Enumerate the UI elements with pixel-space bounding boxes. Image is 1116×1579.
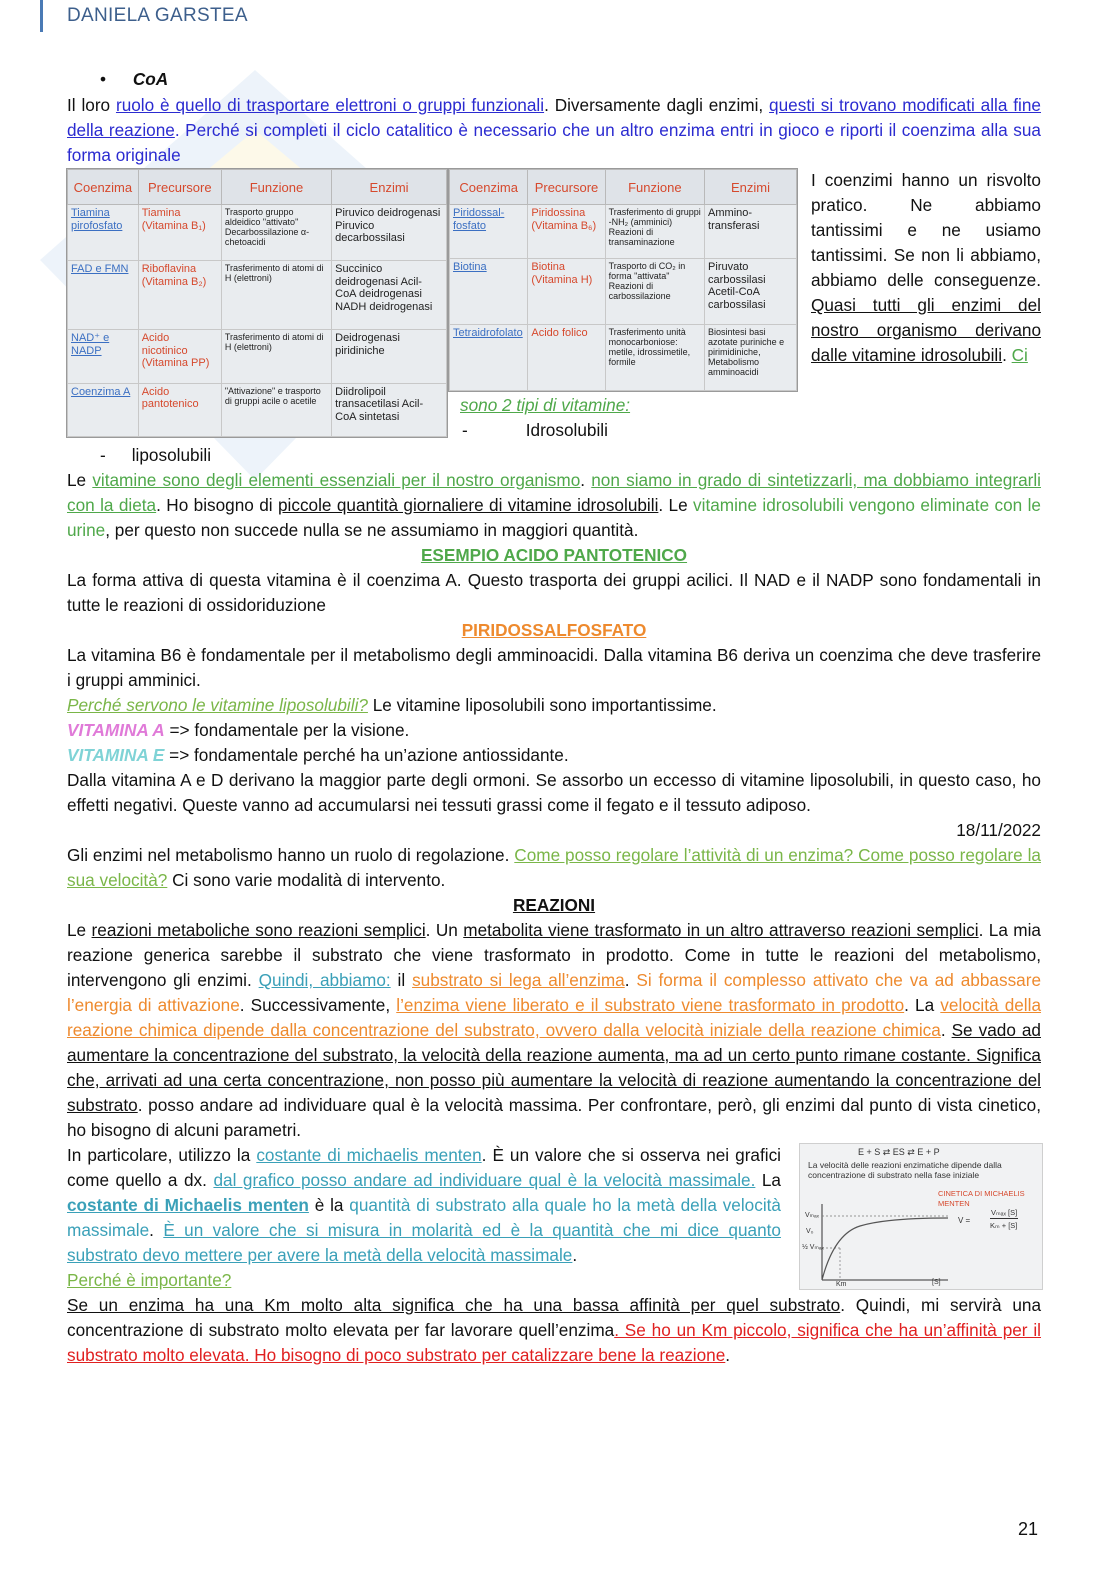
page-number: 21 [1018,1519,1039,1539]
chart-v-axis-label: V₀ [806,1228,814,1235]
table-row: Coenzima A Acido pantotenico "Attivazione" e trasporto di gruppi acile o acetile Diidrolipoil transacetilasi Acil-CoA sintetasi [68,383,447,436]
heading-pantotenico: ESEMPIO ACIDO PANTOTENICO [420,545,688,565]
chart-title: CINETICA DI MICHAELIS MENTEN [938,1189,1025,1208]
michaelis-menten-chart [799,1143,1043,1290]
chart-caption: La velocità delle reazioni enzimatiche dipende dalla concentrazione di substrato nella fase iniziale [808,1160,1002,1180]
chart-saturation-curve [822,1218,948,1280]
paragraph-pantotenico: La forma attiva di questa vitamina è il coenzima A. Questo trasporta dei gruppi acilici. Il NAD e il NADP sono fondamentali in tutte le reazioni di ossidoriduzione [67,570,1041,615]
table1-header: Enzimi [332,170,447,205]
paragraph-liposolubili-question: Perché servono le vitamine liposolubili? Le vitamine liposolubili sono importantissime. [67,695,717,715]
bullet-coa [100,67,300,92]
heading-piridossalfosfato: PIRIDOSSALFOSFATO [461,620,647,640]
chart-km-label: Km [836,1281,847,1288]
coenzyme-table-2 [448,168,798,392]
table1-header: Funzione [221,170,331,205]
date-label: 18/11/2022 [956,820,1041,840]
table2-header: Precursore [528,170,605,205]
vitamin-types-intro: sono 2 tipi di vitamine: [460,395,631,415]
chart-s-axis-label: [S] [932,1279,941,1286]
paragraph-vitamins: Le vitamine sono degli elementi essenziali per il nostro organismo. non siamo in grado di sintetizzarli, ma dobbiamo integrarli con la dieta. Ho bisogno di piccole quantità giornaliere di vitamine idrosolubili. Le vitamine idrosolubili vengono eliminate con le urine, per questo non succede nulla se ne assumiamo in maggiori quantità. [67,470,1041,540]
table-row: Tiamina pirofosfato Tiamina (Vitamina B₁) Trasporto gruppo aldeidico "attivato" Decarbossilazione α-chetoacidi Piruvico deidrogenasi Piruvico decarbossilasi [68,205,447,261]
paragraph-hormones: Dalla vitamina A e D derivano la maggior parte degli ormoni. Se assorbo un eccesso di vitamine liposolubili, in questo caso, ho effetti negativi. Queste vanno ad accumularsi nei tessuti grassi come il fegato e il tessuto adiposo. [67,770,1041,815]
table2-header: Funzione [605,170,704,205]
chart-reaction-equation: E + S ⇄ ES ⇄ E + P [858,1147,940,1157]
table2-header: Coenzima [450,170,528,205]
coa-label: CoA [132,69,169,89]
table1-header: Precursore [138,170,221,205]
table-row: Biotina Biotina (Vitamina H) Trasporto di CO₂ in forma "attivata" Reazioni di carbossilazione Piruvato carbossilasi Acetil-CoA carbossilasi [450,259,797,325]
vitamin-a-line: VITAMINA A => fondamentale per la visione. [67,720,410,740]
table1-header: Coenzima [68,170,139,205]
table-row: Piridossal-fosfato Piridossina (Vitamina B₆) Trasferimento di gruppi -NH₂ (amminici) Reazioni di transaminazione Ammino-transferasi [450,205,797,259]
heading-reazioni: REAZIONI [512,895,596,915]
vitamin-e-line: VITAMINA E => fondamentale perché ha un’azione antiossidante. [67,745,569,765]
coenzyme-table-1 [66,168,448,438]
table2-header: Enzimi [705,170,797,205]
paragraph-michaelis: In particolare, utilizzo la costante di michaelis menten. È un valore che si osserva nei grafici come quello a dx. dal grafico posso andare ad individuare qual è la velocità massimale. La costante di Michaelis menten è la quantità di substrato alla quale ho la metà della velocità massimale. È un valore che si misura in molarità ed è la quantità che mi dice quanto substrato devo mettere per avere la metà della velocità massimale. Perché è importante? [67,1145,781,1290]
paragraph-km: Se un enzima ha una Km molto alta significa che ha una bassa affinità per quel substrato. Quindi, mi servirà una concentrazione di substrato molto elevata per far lavorare quell’enzima. Se ho un Km piccolo, significa che ha un’affinità per il substrato molto elevata. Ho bisogno di poco substrato per catalizzare bene la reazione. [67,1295,1042,1365]
paragraph-b6: La vitamina B6 è fondamentale per il metabolismo degli amminoacidi. Dalla vitamina B6 deriva un coenzima che deve trasferire i gruppi amminici. [67,645,1041,690]
chart-equation-v: V = [958,1216,971,1225]
table-row: NAD⁺ e NADP Acido nicotinico (Vitamina PP) Trasferimento di atomi di H (elettroni) Deidrogenasi piridiniche [68,330,447,383]
list-item-liposolubili: - liposolubili [100,445,212,465]
paragraph-coenzyme-role: Il loro ruolo è quello di trasportare elettroni o gruppi funzionali. Diversamente dagli enzimi, questi si trovano modificati alla fine della reazione. Perché si completi il ciclo catalitico è necessario che un altro enzima entri in gioco e riporti il coenzima alla sua forma originale [67,95,1041,165]
table-row: Tetraidrofolato Acido folico Trasferimento unità monocarboniose: metile, idrossimetile, formile Biosintesi basi azotate puriniche e pirimidiniche, Metabolismo amminoacidi [450,325,797,391]
paragraph-reactions: Le reazioni metaboliche sono reazioni semplici. Un metabolita viene trasformato in un altro attraverso reazioni semplici. La mia reazione generica sarebbe il substrato che viene trasformato in prodotto. Come in tutte le reazioni del metabolismo, intervengono gli enzimi. Quindi, abbiamo: il substrato si lega all’enzima. Si forma il complesso attivato che va ad abbassare l’energia di attivazione. Successivamente, l’enzima viene liberato e il substrato viene trasformato in prodotto. La velocità della reazione chimica dipende dalla concentrazione del substrato, ovvero dalla velocità iniziale della reazione chimica. Se vado ad aumentare la concentrazione del substrato, la velocità della reazione aumenta, ma ad un certo punto rimane costante. Significa che, arrivati ad una certa concentrazione, non posso più aumentare la velocità di reazione aumentando la concentrazione del substrato. posso andare ad individuare qual è la velocità massima. Per confrontare, però, gli enzimi dal punto di vista cinetico, ho bisogno di alcuni parametri. [67,920,1042,1140]
chart-vmax-label: Vₘₐₓ [805,1212,819,1219]
list-item-idrosolubili: - Idrosolubili [462,420,608,440]
header-accent-bar [40,0,43,32]
side-text-coenzymes: I coenzimi hanno un risvolto pratico. Ne abbiamo tantissimi e ne usiamo tantissimi. Se non li abbiamo, abbiamo delle conseguenze. Quasi tutti gli enzimi del nostro organismo derivano dalle vitamine idrosolubili. Ci [811,170,1041,365]
chart-equation-denominator: Kₘ + [S] [990,1221,1018,1230]
paragraph-regulation: Gli enzimi nel metabolismo hanno un ruolo di regolazione. Come posso regolare l’attività di un enzima? Come posso regolare la sua velocità? Ci sono varie modalità di intervento. [67,845,1041,890]
table-row: FAD e FMN Riboflavina (Vitamina B₂) Trasferimento di atomi di H (elettroni) Succinico deidrogenasi Acil-CoA deidrogenasi NADH deidrogenasi [68,261,447,330]
chart-equation-numerator: Vₘₐₓ [S] [991,1208,1018,1217]
chart-half-vmax-label: ½ Vₘₐₓ [802,1244,824,1251]
bullet-dot: • [100,69,107,89]
header-author: DANIELA GARSTEA [67,5,248,26]
